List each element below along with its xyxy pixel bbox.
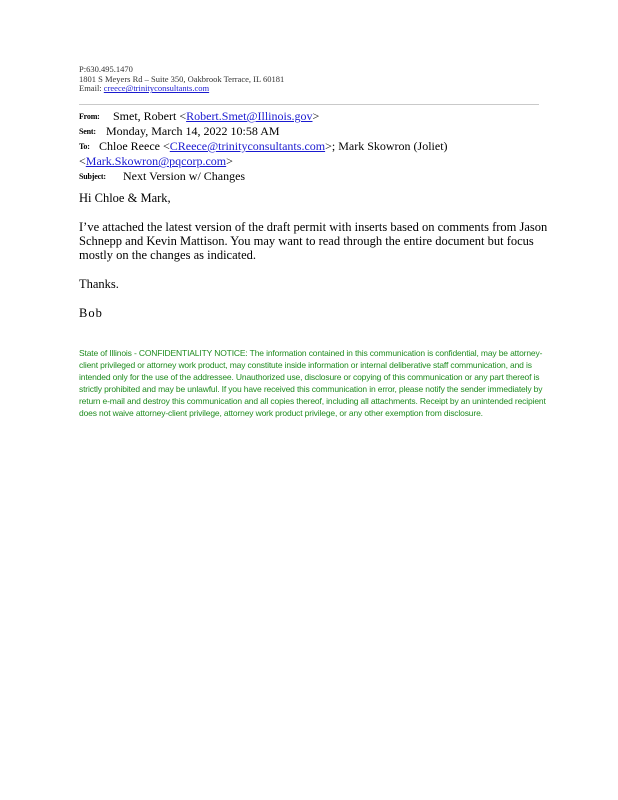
- to-email-link-1[interactable]: CReece@trinityconsultants.com: [169, 139, 326, 153]
- header-from-row: [79, 109, 549, 124]
- from-close: >: [312, 109, 320, 123]
- subject-label: Subject:: [79, 172, 106, 181]
- confidentiality-notice: State of Illinois - CONFIDENTIALITY NOTICE: The information contained in this communication is confidential, may be attorney-client privileged or attorney work product, may constitute inside information or internal deliberative staff communication, and is intended only for the use of the addressee. Unauthorized use, disclosure or copying of this communication or any part thereof is strictly prohibited and may be unlawful. If you have received this communication in error, please notify the sender immediately by return e-mail and destroy this communication and all copies thereof, including all attachments. Receipt by an unintended recipient does not waive attorney-client privilege, attorney work product privilege, or any other exemption from disclosure.: [79, 348, 546, 418]
- sent-label: Sent:: [79, 127, 96, 136]
- signature-phone: P:630.495.1470: [79, 64, 133, 74]
- sender-signature-block: [79, 65, 284, 94]
- greeting: Hi Chloe & Mark,: [79, 191, 171, 205]
- from-email-link[interactable]: Robert.Smet@Illinois.gov: [186, 109, 313, 123]
- header-sent-row: [79, 124, 549, 139]
- to-separator: >; Mark Skowron (Joliet): [325, 139, 448, 153]
- signature-email-label: Email:: [79, 83, 102, 94]
- to-email-link-2[interactable]: Mark.Skowron@pqcorp.com: [85, 154, 227, 168]
- email-header: [79, 109, 549, 184]
- to-name-1: Chloe Reece <: [99, 139, 170, 153]
- from-name: Smet, Robert <: [113, 109, 187, 123]
- to-open-2: <: [79, 154, 86, 168]
- signature-email-link[interactable]: creece@trinityconsultants.com: [103, 83, 210, 94]
- to-label: To:: [79, 142, 90, 151]
- sender-signoff: Bob: [79, 306, 103, 320]
- closing-thanks: Thanks.: [79, 277, 119, 291]
- to-close-2: >: [226, 154, 233, 168]
- subject-value: Next Version w/ Changes: [123, 169, 246, 183]
- body-paragraph: I’ve attached the latest version of the draft permit with inserts based on comments from Jason Schnepp and Kevin Mattison. You may want to read through the entire document but focus mostly on the changes as indicated.: [79, 220, 548, 262]
- header-divider: [79, 104, 539, 105]
- email-body: [79, 191, 569, 320]
- from-label: From:: [79, 112, 100, 121]
- signature-address: 1801 S Meyers Rd – Suite 350, Oakbrook Terrace, IL 60181: [79, 73, 285, 84]
- header-to-row: [79, 139, 549, 169]
- sent-value: Monday, March 14, 2022 10:58 AM: [106, 124, 280, 138]
- header-subject-row: [79, 169, 549, 184]
- signature-email-line: [79, 84, 284, 94]
